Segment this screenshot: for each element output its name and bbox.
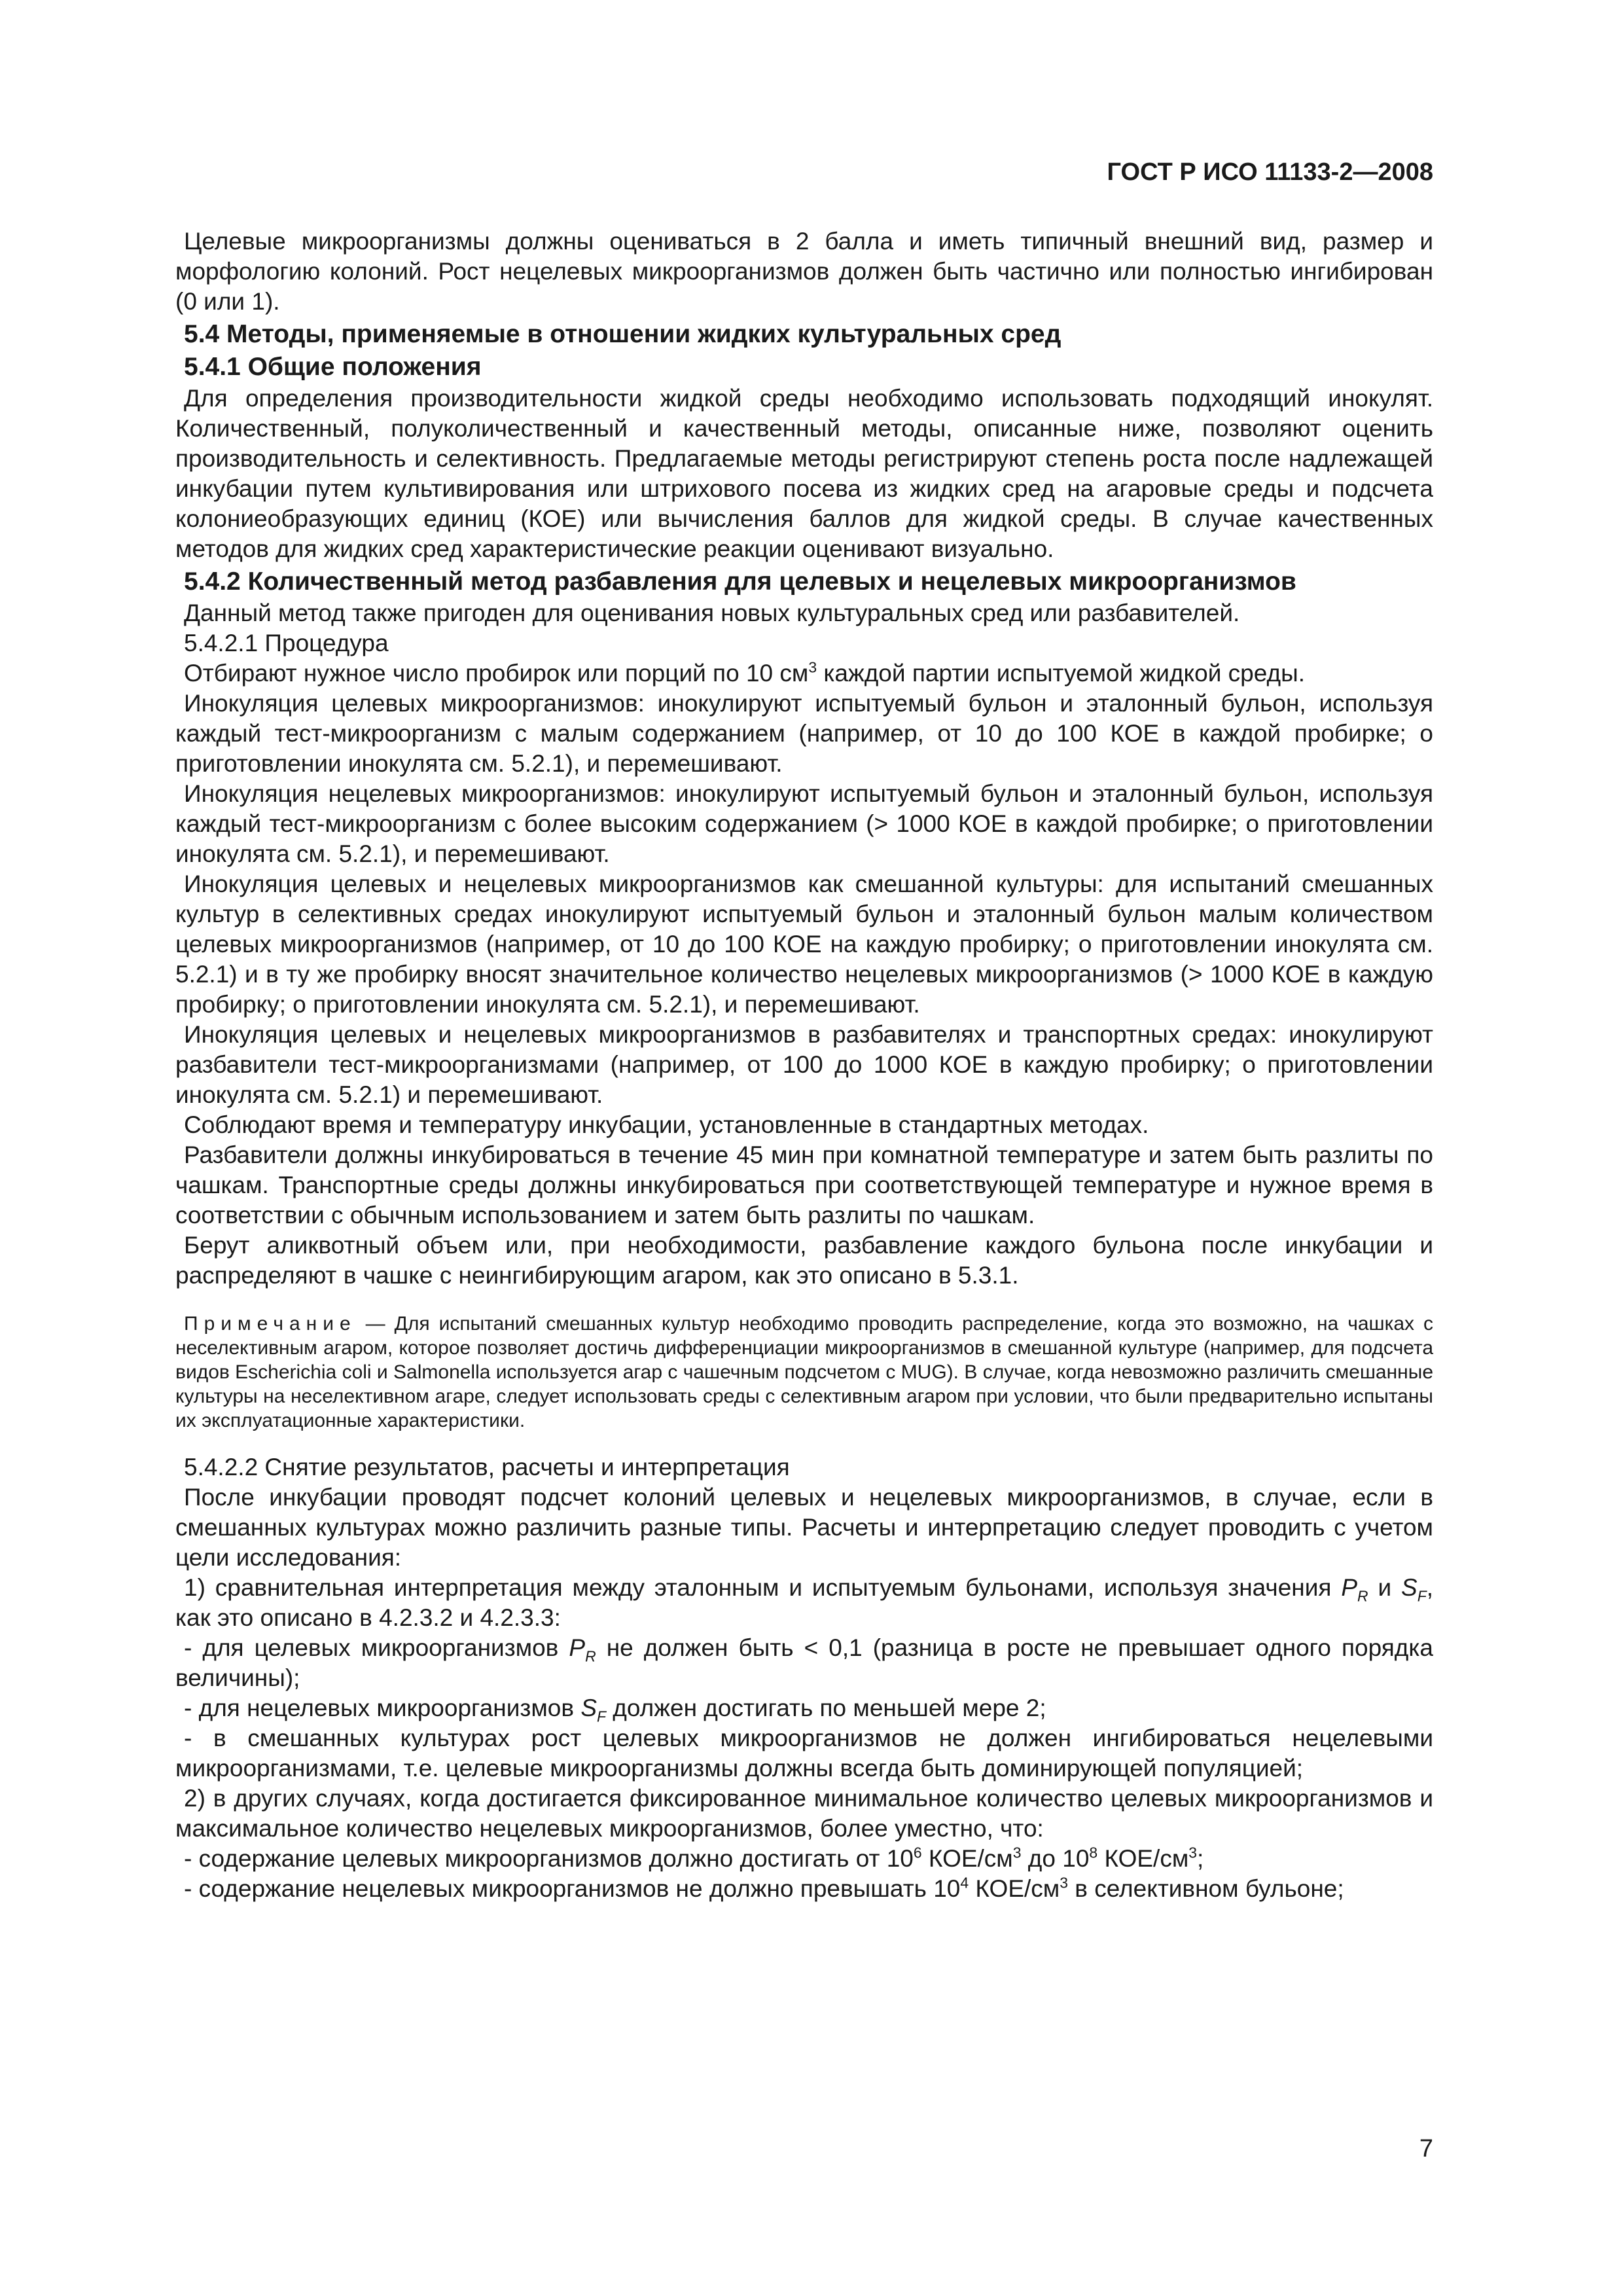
paragraph-inoculation-mixed: Инокуляция целевых и нецелевых микроорганизмов как смешанной культуры: для испытаний смешанных культур в селективных средах инокулируют испытуемый бульон и эталонный бульон малым количеством целевых микроорганизмов (например, от 10 до 100 КОЕ на каждую пробирку; о приготовлении инокулята см. 5.2.1) и в ту же пробирку вносят значительное количество нецелевых микроорганизмов (> 1000 КОЕ в каждую пробирку; о приготовлении инокулята см. 5.2.1), и перемешивают. — [175, 870, 1433, 1018]
paragraph-method: Данный метод также пригоден для оценивания новых культуральных сред или разбавителей. — [184, 600, 1240, 626]
paragraph-select: Отбирают нужное число пробирок или порций по 10 $см^3$ каждой партии испытуемой жидкой среды. — [184, 658, 1305, 687]
document-code-header: ГОСТ Р ИСО 11133-2—2008 — [1107, 158, 1433, 186]
dash-item-target-count: - содержание целевых микроорганизмов должно достигать от $10^6$ КОЕ/$см^3$ до $10^8$ КОЕ/$см^3$; — [184, 1844, 1204, 1872]
paragraph-inoculation-diluents: Инокуляция целевых и нецелевых микроорганизмов в разбавителях и транспортных средах: инокулируют разбавители тест-микроорганизмами (например, от 100 до 1000 КОЕ в каждую пробирку; о приготовлении инокулята см. 5.2.1) и перемешивают. — [175, 1021, 1433, 1108]
paragraph-aliquot: Берут аликвотный объем или, при необходимости, разбавление каждого бульона после инкубации и распределяют в чашке с неингибирующим агаром, как это описано в 5.3.1. — [175, 1232, 1433, 1289]
heading-5-4-2: 5.4.2 Количественный метод разбавления для целевых и нецелевых микроорганизмов — [184, 567, 1296, 596]
list-item-1: 1) сравнительная интерпретация между эталонным и испытуемым бульонами, используя значения $P_R$ и $S_F$, как это описано в 4.2.3.2 и 4.2.3.3: — [175, 1574, 1433, 1631]
heading-5-4-1: 5.4.1 Общие положения — [184, 353, 482, 381]
note-label: Примечание — [184, 1313, 357, 1335]
paragraph-inoculation-target: Инокуляция целевых микроорганизмов: инокулируют испытуемый бульон и эталонный бульон, используя каждый тест-микроорганизм с малым содержанием (например, от 10 до 100 КОЕ в каждой пробирке; о приготовлении инокулята см. 5.2.1), и перемешивают. — [175, 690, 1433, 777]
heading-5-4: 5.4 Методы, применяемые в отношении жидких культуральных сред — [184, 320, 1061, 348]
paragraph-general: Для определения производительности жидкой среды необходимо использовать подходящий инокулят. Количественный, полуколичественный и качественный методы, описанные ниже, позволяют оценить производительность и селективность. Предлагаемые методы регистрируют степень роста после надлежащей инкубации путем культивирования или штрихового посева из жидких сред на агаровые среды и подсчета колониеобразующих единиц (КОЕ) или вычисления баллов для жидкой среды. В случае качественных методов для жидких сред характеристические реакции оценивают визуально. — [175, 385, 1433, 562]
dash-item-target: - для целевых микроорганизмов $P_R$ не должен быть < 0,1 (разница в росте не превышает одного порядка величины); — [175, 1634, 1433, 1691]
paragraph-time: Соблюдают время и температуру инкубации, установленные в стандартных методах. — [184, 1111, 1149, 1138]
note-text: — Для испытаний смешанных культур необходимо проводить распределение, когда это возможно, на чашках с неселективным агаром, которое позволяет достичь дифференциации микроорганизмов в смешанной культуре (например, для подсчета видов Escherichia coli и Salmonella используется агар с чашечным подсчетом с MUG). В случае, когда невозможно различить смешанные культуры на неселективном агаре, следует использовать среды с селективным агаром при условии, что были предварительно испытаны их эксплуатационные характеристики. — [175, 1313, 1433, 1431]
page-number: 7 — [1419, 2135, 1433, 2162]
dash-item-mixed: - в смешанных культурах рост целевых микроорганизмов не должен ингибироваться нецелевыми микроорганизмами, т.е. целевые микроорганизмы должны всегда быть доминирующей популяцией; — [175, 1725, 1433, 1782]
list-item-2: 2) в других случаях, когда достигается фиксированное минимальное количество целевых микроорганизмов и максимальное количество нецелевых микроорганизмов, более уместно, что: — [175, 1785, 1433, 1842]
document-page — [175, 157, 1433, 1904]
note-block — [175, 1312, 1433, 1433]
subheading-5-4-2-2: 5.4.2.2 Снятие результатов, расчеты и интерпретация — [184, 1454, 790, 1480]
paragraph-intro: Целевые микроорганизмы должны оцениваться в 2 балла и иметь типичный внешний вид, размер и морфологию колоний. Рост нецелевых микроорганизмов должен быть частично или полностью ингибирован (0 или 1). — [175, 228, 1433, 315]
document-body — [175, 226, 1433, 1904]
paragraph-diluents: Разбавители должны инкубироваться в течение 45 мин при комнатной температуре и затем быть разлиты по чашкам. Транспортные среды должны инкубироваться при соответствующей температуре и нужное время в соответствии с обычным использованием и затем быть разлиты по чашкам. — [175, 1141, 1433, 1229]
subheading-5-4-2-1: 5.4.2.1 Процедура — [184, 630, 389, 656]
dash-item-nontarget-count: - содержание нецелевых микроорганизмов не должно превышать $10^4$ КОЕ/$см^3$ в селективном бульоне; — [184, 1874, 1344, 1902]
dash-item-nontarget: - для нецелевых микроорганизмов $S_F$ должен достигать по меньшей мере 2; — [184, 1695, 1046, 1725]
paragraph-inoculation-nontarget: Инокуляция нецелевых микроорганизмов: инокулируют испытуемый бульон и эталонный бульон, используя каждый тест-микроорганизм с более высоким содержанием (> 1000 КОЕ в каждой пробирке; о приготовлении инокулята см. 5.2.1), и перемешивают. — [175, 780, 1433, 867]
paragraph-after-incubation: После инкубации проводят подсчет колоний целевых и нецелевых микроорганизмов, в случае, если в смешанных культурах можно различить разные типы. Расчеты и интерпретацию следует проводить с учетом цели исследования: — [175, 1484, 1433, 1571]
